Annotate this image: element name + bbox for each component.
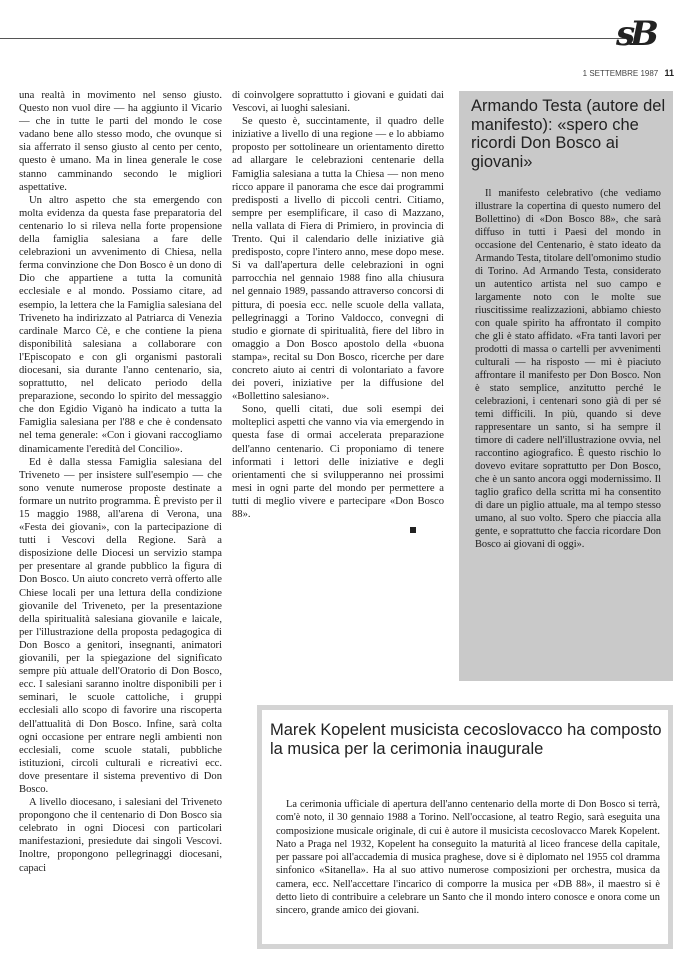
- bottom-box-kopelent: [257, 705, 673, 949]
- header-rule: [0, 38, 625, 39]
- article-column-1: [19, 89, 222, 875]
- bottom-box-title: Marek Kopelent musicista cecoslovacco ha composto la musica per la cerimonia inaugurale: [270, 721, 662, 758]
- article-column-2: [232, 89, 444, 537]
- bottom-box-body: La cerimonia ufficiale di apertura dell'anno centenario della morte di Don Bosco si terrà, com'è noto, il 30 gennaio 1988 a Torino. Nell'occasione, al teatro Regio, sarà eseguita una composizione musicale originale, di cui è autore il musicista cecoslovacco Marek Kopelent. Nato a Praga nel 1932, Kopelent ha conseguito la maturità al liceo francese della capitale, per passare poi all'accademia di musica praghese, dove si è diplomato nel 1955 col dramma sinfonico «Sitanella». Ha al suo attivo numerose composizioni per orchestra, musica da camera, ecc. Nell'accettare l'incarico di comporre la musica per «DB 88», il maestro si è detto lieto di contribuire a celebrare un Santo che il mondo intero conosce e onora come un sincero, grande amico dei giovani.: [276, 799, 660, 917]
- article-paragraph: una realtà in movimento nel senso giusto. Questo non vuol dire — ha aggiunto il Vicario — che in tutte le parti del mondo le cose vadano bene allo stesso modo, che ovunque si sia afferrato il senso giusto al cento per cento, questo è umano. Ma in linea generale le cose stanno camminando secondo le migliori aspettative.: [19, 90, 222, 193]
- article-paragraph: Un altro aspetto che sta emergendo con molta evidenza da questa fase preparatoria del centenario lo si rileva nella forte propensione della famiglia salesiana a fare delle celebrazioni un avvenimento di Chiesa, nella ferma convinzione che Don Bosco è un dono di Dio che appartiene a tutta la comunità ecclesiale e al mondo. Possiamo citare, ad esempio, la lettera che la Famiglia salesiana del Triveneto ha indirizzato al Patriarca di Venezia cardinale Marco Cè, e che contiene la piena disponibilità salesiana a collaborare con l'Episcopato e con gli organismi pastorali diocesani, sia durante l'anno centenario, sia, soprattutto, nel delicato periodo della preparazione, secondo lo spirito del messaggio che don Egidio Viganò ha indicato a tutta la Famiglia salesiana per l'88 e che è condensato nel tema generale: «Con i giovani raccogliamo dinamicamente l'eredità del Concilio».: [19, 194, 222, 455]
- article-paragraph: Ed è dalla stessa Famiglia salesiana del Triveneto — per insistere sull'esempio — che sono venute numerose proposte destinate a formare un nutrito programma. È previsto per il 15 maggio 1988, all'arena di Verona, una «Festa dei giovani», con la partecipazione di tutti i Vescovi della Regione. Sarà a disposizione delle Diocesi un servizio stampa per presentare al grande pubblico la figura di Don Bosco. Un aiuto concreto verrà offerto alle Chiese locali per una lettura della condizione giovanile del Triveneto, per la presentazione della spiritualità salesiana giovanile e laicale, per l'illustrazione della proposta pedagogica di Don Bosco a genitori, insegnanti, animatori giovanili, per la spiegazione del significato sempre più attuale dell'Oratorio di Don Bosco, ecc. I salesiani saranno inoltre disponibili per i seminari, le scuole cattoliche, i gruppi ecclesiali allo scopo di favorire una riscoperta dell'attualità di Don Bosco. Infine, sarà colta ogni occasione per entrare negli ambienti non ecclesiali, come scuole statali, pubbliche istituzioni, circoli culturali e ricreativi ecc. dove presentare il sistema preventivo di Don Bosco.: [19, 456, 222, 795]
- page-number: 11: [664, 68, 674, 78]
- sidebar-box-testa: [459, 91, 673, 681]
- article-paragraph: Sono, quelli citati, due soli esempi dei molteplici aspetti che vanno via via emergendo in questa fase di ormai accelerata preparazione dell'anno centenario. Ci proponiamo di tenere informati i lettori delle iniziative e degli orientamenti che si svilupperanno nei prossimi mesi in ogni parte del mondo per permettere a tutti di meglio vivere e partecipare «Don Bosco 88».: [232, 404, 444, 520]
- sidebar-box-body: Il manifesto celebrativo (che vediamo illustrare la copertina di questo numero del Bollettino) di «Don Bosco 88», che sarà diffuso in tutti i Paesi del mondo in occasione del Centenario, è stato ideato da Armando Testa, titolare dell'omonimo studio di Torino. Ad Armando Testa, considerato un autentico artista nel suo campo e largamente noto con le molte sue riuscitissime realizzazioni, abbiamo chiesto con quale spirito ha affrontato il compito che gli è stato affidato. «Fra tanti lavori per prodotti di massa o cartelli per avvenimenti culturali — ha risposto — mi è piaciuto affrontare il manifesto per Don Bosco. Non è stato semplice, anzitutto perché le celebrazioni, i centenari sono già di per sé temi difficili. In più, quando si deve rappresentare un santo, si ha sempre il timore di cadere nell'illustrazione ovvia, nel raccontino agiografico. È questo rischio lo dovevo evitare soprattutto per Don Bosco, che è un santo ancora oggi modernissimo. Il taglio grafico della scritta mi ha consentito di dare un piglio attuale, ma al tempo stesso umano, al suo volto. Spero che piaccia alla gente, e soprattutto che faccia ricordare Don Bosco ai giovani di oggi».: [475, 188, 661, 550]
- article-paragraph: di coinvolgere soprattutto i giovani e guidati dai Vescovi, ai luoghi salesiani.: [232, 90, 444, 115]
- magazine-logo: sB: [616, 14, 654, 54]
- article-paragraph: A livello diocesano, i salesiani del Triveneto propongono che il centenario di Don Bosco sia celebrato in ogni Diocesi con particolari manifestazioni, presiedute dai singoli Vescovi. Inoltre, propongono pellegrinaggi diocesani, capaci: [19, 797, 222, 874]
- end-of-article-mark: [410, 527, 416, 533]
- issue-date: 1 SETTEMBRE 1987: [582, 69, 659, 78]
- article-paragraph: Se questo è, succintamente, il quadro delle iniziative a livello di una regione — e lo abbiamo proposto per sottolineare un orientamento diretto ad allargare le celebrazioni centenarie della Famiglia salesiana a tutta la Chiesa — non meno ricco appare il panorama che esce dai programmi predisposti a livello di piccoli centri. Citiamo, sempre per esemplificare, il caso di Mazzano, nella vallata di Fiera di Primiero, in provincia di Trento. Qui il calendario delle iniziative già predisposto, copre l'intero anno, mese dopo mese. Si va dall'apertura delle celebrazioni in ogni parrocchia nel gennaio 1988 fino alla chiusura nel gennaio 1989, passando attraverso concorsi di pittura, di poesia ecc. nelle scuole della vallata, pellegrinaggi a Torino Valdocco, convegni di studio e giornate di spiritualità, fiere del libro in omaggio a Don Bosco apostolo della «buona stampa», recital su Don Bosco, ricerche per dare concreto aiuto ai centri di volontariato a favore dei poveri, iniziative per la diffusione del «Bollettino salesiano».: [232, 116, 444, 403]
- bottom-box-panel: [262, 710, 668, 944]
- page-header-info: [583, 68, 674, 78]
- sidebar-box-title: Armando Testa (autore del manifesto): «spero che ricordi Don Bosco ai giovani»: [471, 97, 666, 171]
